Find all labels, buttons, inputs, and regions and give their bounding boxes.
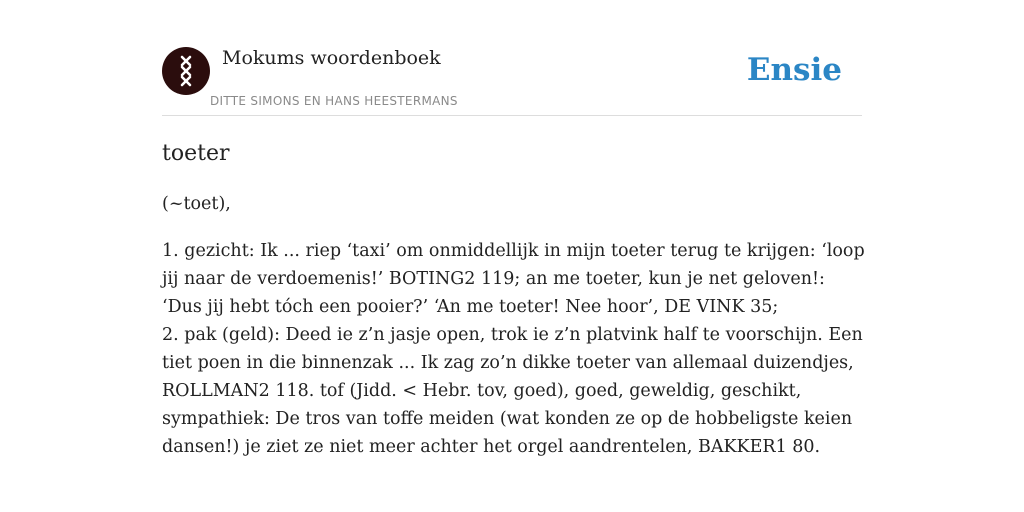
dictionary-title[interactable]: Mokums woordenboek [222, 47, 441, 69]
dictionary-authors: DITTE SIMONS EN HANS HEESTERMANS [210, 94, 458, 108]
entry-sense: 1. gezicht: Ik ... riep ‘taxi’ om onmiddellijk in mijn toeter terug te krijgen: ‘loop jij naar de verdoemenis!’ BOTING2 119; an me toeter, kun je net geloven!: ‘Dus jij hebt tóch een pooier?’ ‘An me toeter! Nee hoor’, DE VINK 35; [162, 241, 865, 317]
dictionary-header [162, 40, 862, 116]
amsterdam-xxx-icon[interactable] [162, 47, 210, 95]
entry-headword: toeter [162, 141, 230, 166]
brand-logo-link[interactable]: Ensie [746, 52, 842, 88]
entry-variant: (~toet), [162, 194, 231, 214]
entry-sense: 2. pak (geld): Deed ie z’n jasje open, trok ie z’n platvink half te voorschijn. Een tiet poen in die binnenzak ... Ik zag zo’n dikke toeter van allemaal duizendjes, ROLLMAN2 118. tof (Jidd. < Hebr. tov, goed), goed, geweldig, geschikt, sympathiek: De tros van toffe meiden (wat konden ze op de hobbeligste keien dansen!) je ziet ze niet meer achter het orgel aandrentelen, BAKKER1 80. [162, 325, 863, 457]
entry-content [162, 138, 866, 461]
